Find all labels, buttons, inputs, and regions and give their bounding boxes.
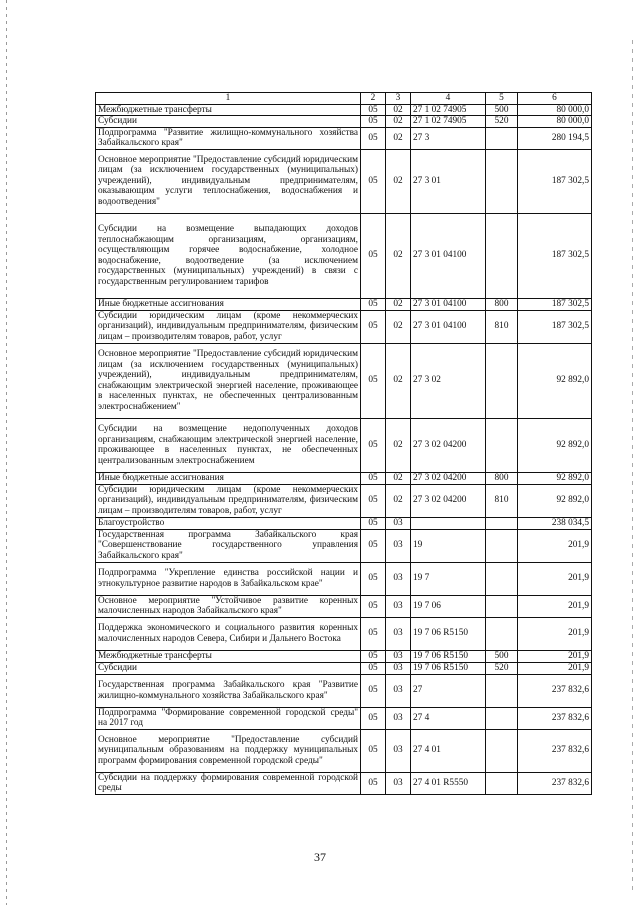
cell-amount: 237 832,6 [518, 674, 592, 707]
cell-section: 05 [361, 213, 386, 298]
cell-target-article: 27 3 02 04200 [411, 484, 486, 517]
cell-subsection: 02 [386, 298, 411, 310]
cell-section: 05 [361, 116, 386, 128]
header-col-name: 1 [96, 93, 361, 105]
table-row [96, 213, 592, 298]
table-row [96, 650, 592, 662]
table-row [96, 298, 592, 310]
cell-section: 05 [361, 772, 386, 794]
cell-expense-type [486, 213, 518, 298]
cell-subsection: 03 [386, 529, 411, 562]
header-col-target-article: 4 [411, 93, 486, 105]
cell-amount: 201,9 [518, 595, 592, 617]
cell-expense-type [486, 729, 518, 772]
cell-name: Основное мероприятие "Предоставление субсидий муниципальным образованиям на поддержку муниципальных программ формирования современной городской среды" [96, 729, 361, 772]
cell-name: Субсидии [96, 116, 361, 128]
cell-subsection: 02 [386, 343, 411, 418]
cell-target-article: 19 7 06 R5150 [411, 662, 486, 674]
cell-name: Иные бюджетные ассигнования [96, 298, 361, 310]
header-col-amount: 6 [518, 93, 592, 105]
cell-name: Государственная программа Забайкальского края "Развитие жилищно-коммунального хозяйства Забайкальского края" [96, 674, 361, 707]
cell-section: 05 [361, 298, 386, 310]
cell-amount: 187 302,5 [518, 213, 592, 298]
cell-target-article: 19 7 06 [411, 595, 486, 617]
cell-section: 05 [361, 517, 386, 529]
cell-subsection: 02 [386, 149, 411, 213]
cell-amount: 92 892,0 [518, 472, 592, 484]
cell-subsection: 03 [386, 772, 411, 794]
cell-expense-type [486, 127, 518, 149]
cell-name: Субсидии на возмещение недополученных доходов организациям, снабжающим электрической энергией население, проживающее в населенных пунктах, не обеспеченных централизованным электроснабжением [96, 418, 361, 472]
cell-expense-type [486, 149, 518, 213]
cell-subsection: 03 [386, 650, 411, 662]
cell-section: 05 [361, 310, 386, 343]
cell-expense-type: 500 [486, 650, 518, 662]
table-row [96, 310, 592, 343]
cell-section: 05 [361, 650, 386, 662]
cell-expense-type: 810 [486, 484, 518, 517]
cell-expense-type [486, 517, 518, 529]
cell-expense-type: 810 [486, 310, 518, 343]
cell-name: Основное мероприятие "Предоставление субсидий юридическим лицам (за исключением государственных (муниципальных) учреждений), индивидуальным предпринимателям, оказывающим услуги теплоснабжения, водоснабжения и водоотведения" [96, 149, 361, 213]
cell-amount: 92 892,0 [518, 418, 592, 472]
cell-section: 05 [361, 104, 386, 116]
table-row [96, 707, 592, 729]
table-row [96, 562, 592, 595]
cell-amount: 201,9 [518, 529, 592, 562]
cell-expense-type: 500 [486, 104, 518, 116]
cell-subsection: 02 [386, 418, 411, 472]
cell-expense-type [486, 343, 518, 418]
cell-amount: 187 302,5 [518, 310, 592, 343]
cell-expense-type [486, 707, 518, 729]
cell-name: Субсидии юридическим лицам (кроме некоммерческих организаций), индивидуальным предпринимателям, физическим лицам – производителям товаров, работ, услуг [96, 310, 361, 343]
header-col-section: 2 [361, 93, 386, 105]
cell-target-article: 27 [411, 674, 486, 707]
page-number: 37 [314, 850, 326, 864]
cell-amount: 201,9 [518, 650, 592, 662]
table-row [96, 472, 592, 484]
cell-target-article: 19 7 06 R5150 [411, 650, 486, 662]
cell-expense-type: 520 [486, 662, 518, 674]
cell-amount: 201,9 [518, 562, 592, 595]
table-row [96, 149, 592, 213]
table-row [96, 418, 592, 472]
table-row [96, 617, 592, 650]
cell-name: Иные бюджетные ассигнования [96, 472, 361, 484]
cell-amount: 80 000,0 [518, 116, 592, 128]
cell-name: Субсидии [96, 662, 361, 674]
cell-section: 05 [361, 149, 386, 213]
cell-amount: 92 892,0 [518, 343, 592, 418]
cell-subsection: 02 [386, 310, 411, 343]
cell-expense-type [486, 595, 518, 617]
cell-amount: 238 034,5 [518, 517, 592, 529]
cell-section: 05 [361, 662, 386, 674]
table-row [96, 484, 592, 517]
cell-subsection: 02 [386, 116, 411, 128]
cell-subsection: 03 [386, 707, 411, 729]
cell-name: Основное мероприятие "Устойчивое развитие коренных малочисленных народов Забайкальского края" [96, 595, 361, 617]
cell-name: Подпрограмма "Укрепление единства российской нации и этнокультурное развитие народов в Забайкальском крае" [96, 562, 361, 595]
cell-section: 05 [361, 674, 386, 707]
cell-subsection: 02 [386, 213, 411, 298]
cell-section: 05 [361, 595, 386, 617]
cell-target-article: 27 3 01 04100 [411, 298, 486, 310]
cell-target-article: 27 3 02 04200 [411, 472, 486, 484]
cell-target-article: 27 4 01 [411, 729, 486, 772]
cell-target-article: 27 3 01 [411, 149, 486, 213]
cell-subsection: 03 [386, 674, 411, 707]
cell-section: 05 [361, 472, 386, 484]
cell-subsection: 02 [386, 484, 411, 517]
cell-expense-type: 800 [486, 298, 518, 310]
cell-amount: 237 832,6 [518, 772, 592, 794]
cell-target-article: 27 4 [411, 707, 486, 729]
scan-edge-left [6, 0, 7, 905]
cell-target-article [411, 517, 486, 529]
cell-expense-type [486, 418, 518, 472]
table-row [96, 772, 592, 794]
cell-target-article: 27 1 02 74905 [411, 104, 486, 116]
cell-expense-type [486, 772, 518, 794]
cell-section: 05 [361, 729, 386, 772]
scan-edge-right [632, 40, 633, 890]
cell-section: 05 [361, 343, 386, 418]
cell-subsection: 02 [386, 127, 411, 149]
cell-amount: 237 832,6 [518, 707, 592, 729]
header-col-expense-type: 5 [486, 93, 518, 105]
cell-subsection: 03 [386, 562, 411, 595]
table-row [96, 104, 592, 116]
cell-amount: 280 194,5 [518, 127, 592, 149]
cell-target-article: 19 7 06 R5150 [411, 617, 486, 650]
cell-target-article: 27 1 02 74905 [411, 116, 486, 128]
cell-subsection: 02 [386, 472, 411, 484]
cell-name: Подпрограмма "Развитие жилищно-коммунального хозяйства Забайкальского края" [96, 127, 361, 149]
cell-expense-type [486, 617, 518, 650]
cell-target-article: 27 3 02 04200 [411, 418, 486, 472]
cell-subsection: 03 [386, 662, 411, 674]
table-row [96, 517, 592, 529]
cell-section: 05 [361, 418, 386, 472]
cell-name: Подпрограмма "Формирование современной городской среды" на 2017 год [96, 707, 361, 729]
cell-target-article: 27 3 01 04100 [411, 213, 486, 298]
table-row [96, 529, 592, 562]
cell-name: Межбюджетные трансферты [96, 650, 361, 662]
table-row [96, 662, 592, 674]
table-row [96, 729, 592, 772]
header-col-subsection: 3 [386, 93, 411, 105]
cell-subsection: 03 [386, 595, 411, 617]
cell-section: 05 [361, 529, 386, 562]
cell-amount: 237 832,6 [518, 729, 592, 772]
cell-amount: 92 892,0 [518, 484, 592, 517]
cell-section: 05 [361, 562, 386, 595]
table-row [96, 595, 592, 617]
cell-name: Поддержка экономического и социального развития коренных малочисленных народов Севера, Сибири и Дальнего Востока [96, 617, 361, 650]
cell-subsection: 02 [386, 104, 411, 116]
table-row [96, 127, 592, 149]
cell-name: Субсидии на поддержку формирования современной городской среды [96, 772, 361, 794]
cell-expense-type [486, 562, 518, 595]
cell-amount: 201,9 [518, 662, 592, 674]
cell-amount: 187 302,5 [518, 149, 592, 213]
table-row [96, 343, 592, 418]
cell-name: Государственная программа Забайкальского края "Совершенствование государственного управления Забайкальского края" [96, 529, 361, 562]
cell-amount: 80 000,0 [518, 104, 592, 116]
budget-table [95, 92, 592, 795]
cell-amount: 201,9 [518, 617, 592, 650]
cell-name: Субсидии на возмещение выпадающих доходов теплоснабжающим организациям, организациям, осуществляющим горячее водоснабжение, холодное водоснабжение, водоотведение (за исключением государственных (муниципальных) учреждений) в связи с государственным регулированием тарифов [96, 213, 361, 298]
cell-amount: 187 302,5 [518, 298, 592, 310]
cell-expense-type [486, 674, 518, 707]
cell-target-article: 27 4 01 R5550 [411, 772, 486, 794]
cell-target-article: 27 3 [411, 127, 486, 149]
cell-section: 05 [361, 127, 386, 149]
cell-target-article: 19 [411, 529, 486, 562]
cell-expense-type [486, 529, 518, 562]
cell-target-article: 27 3 02 [411, 343, 486, 418]
cell-section: 05 [361, 484, 386, 517]
cell-target-article: 19 7 [411, 562, 486, 595]
table-row [96, 674, 592, 707]
cell-target-article: 27 3 01 04100 [411, 310, 486, 343]
cell-name: Благоустройство [96, 517, 361, 529]
table-row [96, 116, 592, 128]
table-header-row [96, 93, 592, 105]
cell-expense-type: 520 [486, 116, 518, 128]
cell-section: 05 [361, 707, 386, 729]
cell-name: Субсидии юридическим лицам (кроме некоммерческих организаций), индивидуальным предпринимателям, физическим лицам – производителям товаров, работ, услуг [96, 484, 361, 517]
cell-name: Межбюджетные трансферты [96, 104, 361, 116]
cell-subsection: 03 [386, 517, 411, 529]
cell-expense-type: 800 [486, 472, 518, 484]
cell-section: 05 [361, 617, 386, 650]
cell-subsection: 03 [386, 617, 411, 650]
cell-name: Основное мероприятие "Предоставление субсидий юридическим лицам (за исключением государственных (муниципальных) учреждений), индивидуальным предпринимателям, снабжающим электрической энергией население, проживающее в населенных пунктах, не обеспеченных централизованным электроснабжением" [96, 343, 361, 418]
cell-subsection: 03 [386, 729, 411, 772]
